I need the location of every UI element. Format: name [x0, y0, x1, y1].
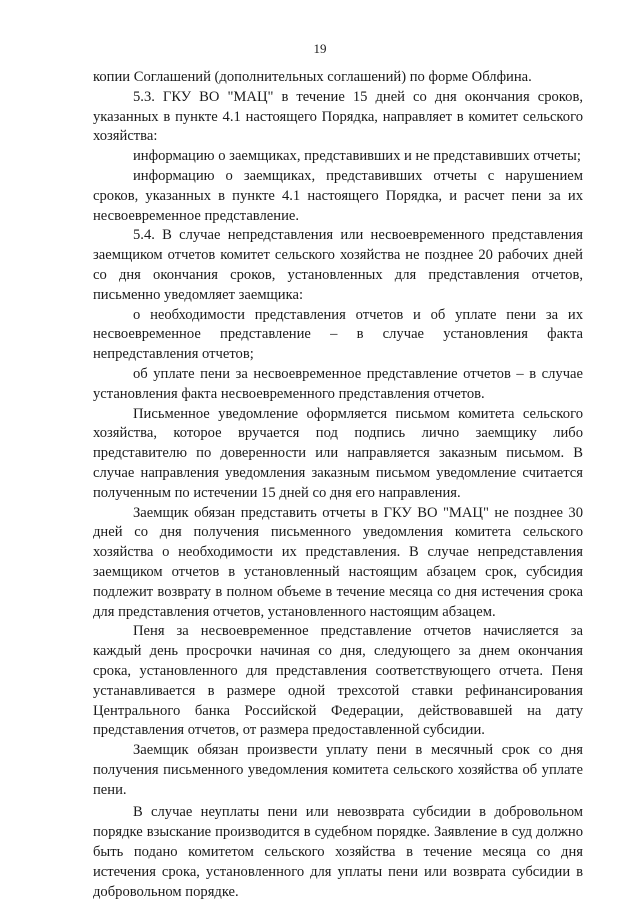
paragraph-5-3: 5.3. ГКУ ВО "МАЦ" в течение 15 дней со дня окончания сроков, указанных в пункте 4.1 настоящего Порядка, направляет в комитет сельского хозяйства:: [93, 88, 583, 145]
paragraph-list-item: об уплате пени за несвоевременное представление отчетов – в случае установления факта несвоевременного представления отчетов.: [93, 365, 583, 402]
paragraph-list-item: о необходимости представления отчетов и об уплате пени за их несвоевременное представление – в случае установления факта непредставления отчетов;: [93, 306, 583, 363]
paragraph: В случае неуплаты пени или невозврата субсидии в добровольном порядке взыскание производится в судебном порядке. Заявление в суд должно быть подано комитетом сельского хозяйства в течение месяца со дня истечения срока, установленного для уплаты пени или возврата субсидии в добровольном порядке.: [93, 804, 583, 900]
paragraph-continuation: копии Соглашений (дополнительных соглашений) по форме Облфина.: [93, 69, 532, 85]
paragraph-list-item: информацию о заемщиках, представивших отчеты с нарушением сроков, указанных в пункте 4.1 настоящего Порядка, и расчет пени за их несвоевременное представление.: [93, 167, 583, 224]
paragraph: Письменное уведомление оформляется письмом комитета сельского хозяйства, которое вручается под подпись лично заемщику либо представителю по доверенности или направляется заказным письмом. В случае направления уведомления заказным письмом уведомление считается полученным по истечении 15 дней со дня его направления.: [93, 405, 583, 501]
paragraph-list-item: информацию о заемщиках, представивших и не представивших отчеты;: [133, 148, 581, 165]
paragraph: Заемщик обязан представить отчеты в ГКУ ВО "МАЦ" не позднее 30 дней со дня получения письменного уведомления комитета сельского хозяйства о необходимости их представления. В случае непредставления заемщиком отчетов в установленный настоящим абзацем срок, субсидия подлежит возврату в полном объеме в течение месяца со дня истечения срока для представления отчетов, установленного настоящим абзацем.: [93, 504, 583, 620]
paragraph-5-4: 5.4. В случае непредставления или несвоевременного представления заемщиком отчетов комитет сельского хозяйства не позднее 20 рабочих дней со дня окончания сроков, установленных для представления отчетов, письменно уведомляет заемщика:: [93, 227, 583, 303]
paragraph: Пеня за несвоевременное представление отчетов начисляется за каждый день просрочки начиная со дня, следующего за днем окончания срока, установленного для представления соответствующего отчета. Пеня устанавливается в размере одной трехсотой ставки рефинансирования Центрального банка Российской Федерации, действовавшей на дату представления отчетов, от размера предоставленной субсидии.: [93, 623, 583, 739]
page-number: 19: [313, 41, 327, 56]
paragraph: Заемщик обязан произвести уплату пени в месячный срок со дня получения письменного уведомления комитета сельского хозяйства об уплате пени.: [93, 742, 583, 798]
document-body: [93, 68, 583, 902]
